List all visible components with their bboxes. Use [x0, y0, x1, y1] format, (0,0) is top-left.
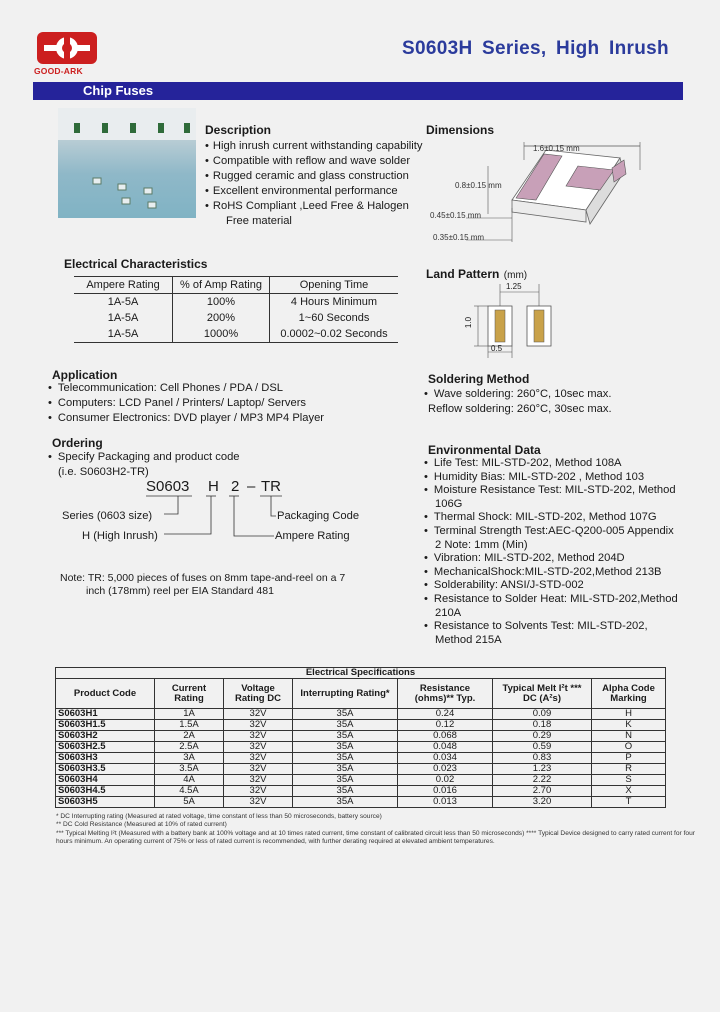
ordering-example: (i.e. S0603H2-TR): [58, 466, 149, 478]
list-item: • Vibration: MIL-STD-202, Method 204D: [424, 552, 678, 566]
table-cell: S0603H1.5: [56, 720, 155, 731]
list-item-continuation: 2 Note: 1mm (Min): [435, 538, 528, 551]
table-cell: S0603H3.5: [56, 764, 155, 775]
table-cell: S: [592, 775, 666, 786]
application-list: [48, 381, 324, 426]
table-cell: 32V: [224, 786, 293, 797]
table-cell: 32V: [224, 709, 293, 720]
land-pattern-title: Land Pattern: [426, 267, 500, 281]
code-h: H: [208, 478, 219, 495]
list-item: • Thermal Shock: MIL-STD-202, Method 107G: [424, 511, 678, 525]
list-item: • Consumer Electronics: DVD player / MP3 MP4 Player: [48, 411, 324, 426]
col-header: Ampere Rating: [74, 277, 173, 294]
electrical-specifications-table: [55, 667, 666, 808]
table-cell: 32V: [224, 753, 293, 764]
table-cell: 0.023: [398, 764, 493, 775]
dim-terminal: 0.35±0.15 mm: [433, 233, 485, 242]
land-pad: 0.5: [491, 344, 503, 353]
table-cell: 32V: [224, 797, 293, 808]
table-cell: 5A: [155, 797, 224, 808]
table-row: [56, 797, 666, 808]
code-amp: 2: [231, 478, 240, 495]
table-cell: 0.59: [493, 742, 592, 753]
table-cell: 0.016: [398, 786, 493, 797]
col-header: Product Code: [56, 679, 155, 709]
ordering-heading: Ordering: [52, 436, 103, 450]
table-cell: 2.22: [493, 775, 592, 786]
product-photo: [58, 108, 196, 218]
list-item-continuation: 106G: [435, 497, 463, 510]
list-item: • Compatible with reflow and wave solder: [205, 154, 423, 169]
land-span: 1.25: [506, 282, 522, 291]
table-cell: 0.24: [398, 709, 493, 720]
environmental-list: [424, 457, 678, 647]
elec-char-table: [74, 276, 398, 343]
land-height: 1.0: [464, 316, 474, 329]
list-item: • Resistance to Solder Heat: MIL-STD-202,Method: [424, 593, 678, 607]
label-series: Series (0603 size): [62, 510, 153, 522]
table-cell: 32V: [224, 742, 293, 753]
table-cell: S0603H1: [56, 709, 155, 720]
table-cell: 0.18: [493, 720, 592, 731]
footnote: *** Typical Melting I²t (Measured with a battery bank at 100% voltage and at 10 times rated current, time constant of calibrated circuit less than 50 microseconds) **** Typical Device designed to carry rated current for four hours minimum. An operating current of 75% or less of rated current is recommended, with further derating required at elevated ambient temperatures.: [56, 829, 695, 846]
code-series: S0603: [146, 478, 190, 495]
table-cell: O: [592, 742, 666, 753]
table-cell: 35A: [293, 775, 398, 786]
table-row: [56, 775, 666, 786]
list-item: • Specify Packaging and product code: [48, 450, 240, 465]
label-amp: Ampere Rating: [275, 530, 350, 542]
dimensions-heading: Dimensions: [426, 123, 495, 137]
table-cell: H: [592, 709, 666, 720]
list-item: • MechanicalShock:MIL-STD-202,Method 213B: [424, 566, 678, 580]
table-row: [56, 786, 666, 797]
table-cell: K: [592, 720, 666, 731]
table-row: [56, 764, 666, 775]
table-cell: 4.5A: [155, 786, 224, 797]
table-cell: 35A: [293, 786, 398, 797]
elec-char-heading: Electrical Characteristics: [64, 257, 208, 271]
table-cell: 2.5A: [155, 742, 224, 753]
table-row: [56, 709, 666, 720]
table-cell: 2.70: [493, 786, 592, 797]
footnotes: [56, 813, 696, 847]
ordering-note-line2: inch (178mm) reel per EIA Standard 481: [86, 585, 274, 597]
table-row: 1A-5A 100% 4 Hours Minimum: [74, 294, 398, 311]
dim-thickness: 0.45±0.15 mm: [430, 211, 482, 220]
table-cell: 35A: [293, 764, 398, 775]
section-bar: [33, 82, 683, 100]
table-cell: 32V: [224, 764, 293, 775]
table-cell: S0603H4.5: [56, 786, 155, 797]
table-row: 1A-5A 1000% 0.0002~0.02 Seconds: [74, 326, 398, 343]
table-cell: 0.034: [398, 753, 493, 764]
col-header: Voltage Rating DC: [224, 679, 293, 709]
dimensions-diagram: [426, 138, 664, 248]
label-h: H (High Inrush): [82, 530, 158, 542]
table-cell: 35A: [293, 742, 398, 753]
list-item: • Life Test: MIL-STD-202, Method 108A: [424, 457, 678, 471]
list-item-continuation: Method 215A: [435, 633, 502, 646]
soldering-heading: Soldering Method: [428, 372, 530, 386]
table-cell: 32V: [224, 775, 293, 786]
dim-width: 0.8±0.15 mm: [455, 181, 502, 190]
list-item: Reflow soldering: 260°C, 30sec max.: [428, 403, 612, 415]
list-item: • RoHS Compliant ,Leed Free & Halogen: [205, 199, 423, 214]
list-item-continuation: Free material: [226, 215, 292, 227]
list-item: • Terminal Strength Test:AEC-Q200-005 Appendix: [424, 525, 678, 539]
list-item: • Moisture Resistance Test: MIL-STD-202, Method: [424, 484, 678, 498]
table-cell: 3.5A: [155, 764, 224, 775]
list-item: • Excellent environmental performance: [205, 184, 423, 199]
land-pattern-heading: [426, 265, 527, 283]
table-cell: 0.29: [493, 731, 592, 742]
code-pack: TR: [261, 478, 281, 495]
table-cell: S0603H2: [56, 731, 155, 742]
col-header: Current Rating: [155, 679, 224, 709]
table-cell: 0.068: [398, 731, 493, 742]
table-cell: 2A: [155, 731, 224, 742]
table-cell: 32V: [224, 720, 293, 731]
table-row: [56, 753, 666, 764]
table-cell: 1A: [155, 709, 224, 720]
table-cell: 35A: [293, 797, 398, 808]
table-cell: 1.23: [493, 764, 592, 775]
table-cell: 4A: [155, 775, 224, 786]
table-cell: S0603H5: [56, 797, 155, 808]
list-item: • Telecommunication: Cell Phones / PDA / DSL: [48, 381, 324, 396]
page-title: S0603H Series, High Inrush: [402, 38, 669, 59]
table-cell: 1.5A: [155, 720, 224, 731]
col-header: Resistance (ohms)** Typ.: [398, 679, 493, 709]
list-item: • Resistance to Solvents Test: MIL-STD-202,: [424, 620, 678, 634]
table-cell: 32V: [224, 731, 293, 742]
table-cell: 0.09: [493, 709, 592, 720]
table-cell: T: [592, 797, 666, 808]
list-item: • Rugged ceramic and glass construction: [205, 169, 423, 184]
col-header: % of Amp Rating: [173, 277, 270, 294]
table-cell: N: [592, 731, 666, 742]
col-header: Opening Time: [270, 277, 399, 294]
brand-name: GOOD-ARK: [34, 66, 83, 76]
description-list: [205, 139, 423, 229]
code-dash: –: [247, 478, 256, 495]
table-cell: 3.20: [493, 797, 592, 808]
table-cell: 0.12: [398, 720, 493, 731]
list-item: • Computers: LCD Panel / Printers/ Laptop/ Servers: [48, 396, 324, 411]
col-header: Interrupting Rating*: [293, 679, 398, 709]
table-cell: S0603H4: [56, 775, 155, 786]
table-cell: R: [592, 764, 666, 775]
table-cell: S0603H3: [56, 753, 155, 764]
soldering-list: [424, 387, 612, 417]
spec-table-title: Electrical Specifications: [56, 668, 666, 679]
table-cell: 0.048: [398, 742, 493, 753]
table-row: [56, 720, 666, 731]
table-row: [56, 742, 666, 753]
table-cell: 35A: [293, 731, 398, 742]
section-bar-label: Chip Fuses: [83, 83, 154, 98]
col-header: Alpha Code Marking: [592, 679, 666, 709]
description-heading: Description: [205, 123, 272, 137]
application-heading: Application: [52, 368, 118, 382]
table-cell: 0.02: [398, 775, 493, 786]
footnote: ** DC Cold Resistance (Measured at 10% of rated current): [56, 821, 227, 829]
land-pattern-unit: (mm): [503, 270, 528, 281]
list-item-continuation: 210A: [435, 606, 462, 619]
table-cell: X: [592, 786, 666, 797]
environmental-heading: Environmental Data: [428, 443, 541, 457]
table-cell: S0603H2.5: [56, 742, 155, 753]
table-cell: 0.013: [398, 797, 493, 808]
list-item: • Solderability: ANSI/J-STD-002: [424, 579, 678, 593]
table-cell: P: [592, 753, 666, 764]
list-item: • Wave soldering: 260°C, 10sec max.: [424, 387, 612, 402]
label-pack: Packaging Code: [277, 510, 360, 522]
col-header: Typical Melt I²t *** DC (A²s): [493, 679, 592, 709]
list-item: • High inrush current withstanding capability: [205, 139, 423, 154]
table-cell: 35A: [293, 720, 398, 731]
table-cell: 3A: [155, 753, 224, 764]
footnote: * DC Interrupting rating (Measured at rated voltage, time constant of less than 50 microseconds, battery source): [56, 813, 382, 820]
table-cell: 35A: [293, 709, 398, 720]
ordering-instructions: [48, 450, 240, 480]
table-row: 1A-5A 200% 1~60 Seconds: [74, 310, 398, 326]
dim-length: 1.6±0.15 mm: [533, 144, 580, 153]
ordering-note-line1: Note: TR: 5,000 pieces of fuses on 8mm tape-and-reel on a 7: [60, 572, 346, 584]
land-pattern-diagram: [460, 282, 560, 362]
table-row: [56, 731, 666, 742]
list-item: • Humidity Bias: MIL-STD-202 , Method 103: [424, 471, 678, 485]
table-cell: 0.83: [493, 753, 592, 764]
table-cell: 35A: [293, 753, 398, 764]
